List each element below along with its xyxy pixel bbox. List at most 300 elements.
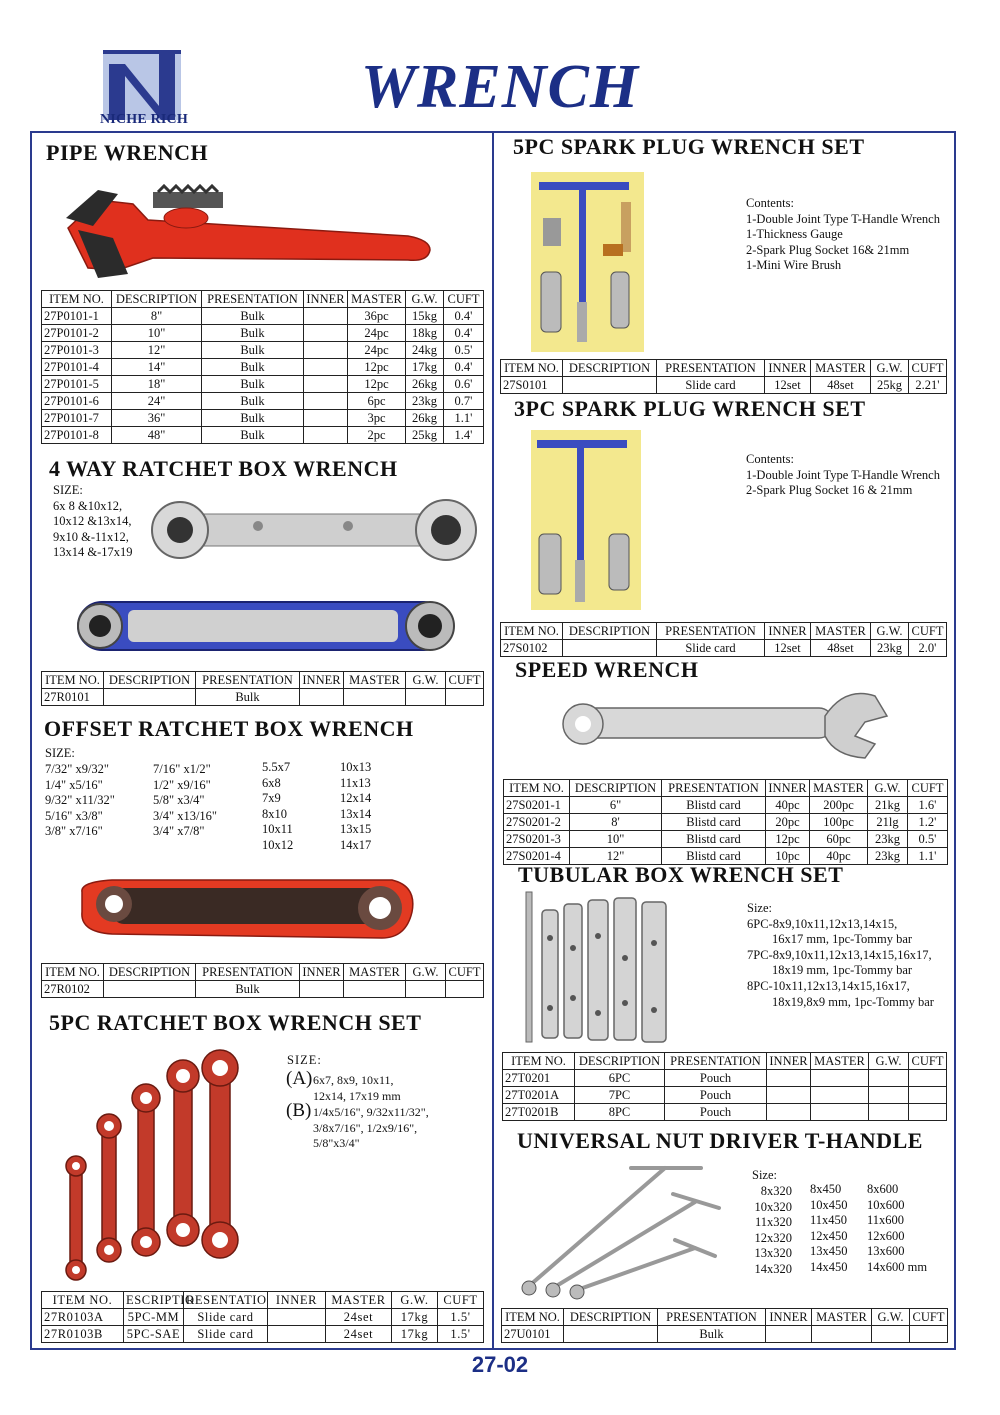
table-cell: 27P0101-1	[42, 308, 112, 325]
nutdriver-sizes-col3: 8x600 10x600 11x600 12x600 13x600 14x600 mm	[867, 1182, 928, 1274]
table-cell: 1.5'	[438, 1309, 484, 1326]
offset-sizes-col3: 5.5x7 6x8 7x9 8x10 10x11 10x12	[262, 760, 294, 852]
table-cell	[909, 1087, 947, 1104]
table-cell: 2.21'	[909, 377, 947, 394]
column-header: DESCRIPTION	[104, 964, 196, 981]
table-cell: 27P0101-7	[42, 410, 112, 427]
spark5-title: 5PC SPARK PLUG WRENCH SET	[513, 134, 865, 159]
column-header: ITEM NO.	[504, 780, 570, 797]
table-cell: 18"	[112, 376, 202, 393]
spark3-table	[500, 622, 947, 657]
table-cell	[344, 689, 406, 706]
column-header: ITEM NO.	[42, 1292, 124, 1309]
table-cell: 26kg	[406, 410, 444, 427]
table-header-row	[501, 623, 947, 640]
table-cell: 24kg	[406, 342, 444, 359]
column-header: ITEM NO.	[42, 291, 112, 308]
column-header: CUFT	[908, 780, 948, 797]
column-header: INNER	[300, 964, 344, 981]
table-cell	[304, 376, 348, 393]
table-cell: 23kg	[868, 831, 908, 848]
column-header: ITEM NO.	[501, 360, 563, 377]
table-cell	[811, 1087, 869, 1104]
table-cell: 12pc	[348, 376, 406, 393]
nutdriver-sizes-col2: 8x450 10x450 11x450 12x450 13x450 14x450	[810, 1182, 848, 1274]
table-cell: 27S0201-1	[504, 797, 570, 814]
column-header: CUFT	[446, 964, 484, 981]
column-header: MASTER	[348, 291, 406, 308]
table-cell: 27P0101-3	[42, 342, 112, 359]
table-cell	[869, 1087, 909, 1104]
table-row	[42, 1309, 484, 1326]
table-cell: Bulk	[202, 342, 304, 359]
column-header: PRESENTATION	[196, 964, 300, 981]
table-cell: 0.5'	[908, 831, 948, 848]
table-cell: 27S0201-2	[504, 814, 570, 831]
table-cell	[304, 325, 348, 342]
table-row	[42, 308, 484, 325]
table-cell: 2.0'	[909, 640, 947, 657]
table-cell: 27T0201	[503, 1070, 575, 1087]
ratchet4-rows	[42, 689, 484, 706]
ratchet5-set-image	[60, 1058, 270, 1288]
table-cell: Blistd card	[662, 797, 766, 814]
table-cell: 27T0201B	[503, 1104, 575, 1121]
table-cell: 0.4'	[444, 359, 484, 376]
table-cell: 27U0101	[502, 1326, 564, 1343]
table-cell: 23kg	[871, 640, 909, 657]
ratchet5-rows	[42, 1309, 484, 1343]
table-cell: 10pc	[766, 848, 810, 865]
column-header: MASTER	[810, 780, 868, 797]
table-cell	[446, 689, 484, 706]
ratchet4-table	[41, 671, 484, 706]
table-cell: Blistd card	[662, 831, 766, 848]
column-header: G.W.	[406, 672, 446, 689]
table-cell: Bulk	[196, 981, 300, 998]
table-cell: 60pc	[810, 831, 868, 848]
offset-size-label: SIZE:	[45, 746, 75, 760]
table-cell: Bulk	[202, 376, 304, 393]
table-cell	[104, 981, 196, 998]
nutdriver-size-label: Size:	[752, 1168, 777, 1182]
table-cell: 12"	[112, 342, 202, 359]
spark5-table	[500, 359, 947, 394]
table-cell: Bulk	[202, 427, 304, 444]
table-row	[503, 1087, 947, 1104]
table-cell: Pouch	[665, 1087, 767, 1104]
table-cell	[563, 377, 657, 394]
nutdriver-image	[515, 1158, 725, 1308]
table-row	[42, 359, 484, 376]
table-cell: 17kg	[406, 359, 444, 376]
ratchet5-table	[41, 1291, 484, 1343]
table-cell	[406, 689, 446, 706]
table-cell	[104, 689, 196, 706]
table-cell: Pouch	[665, 1070, 767, 1087]
table-cell: 26kg	[406, 376, 444, 393]
table-cell: 24pc	[348, 342, 406, 359]
column-header: CUFT	[446, 672, 484, 689]
table-cell	[767, 1087, 811, 1104]
table-header-row	[42, 1292, 484, 1309]
spark3-title: 3PC SPARK PLUG WRENCH SET	[514, 396, 866, 421]
column-header: MASTER	[344, 672, 406, 689]
ratchet4-title: 4 WAY RATCHET BOX WRENCH	[49, 456, 398, 481]
column-header: INNER	[766, 780, 810, 797]
table-cell: 2pc	[348, 427, 406, 444]
column-header: INNER	[766, 1309, 812, 1326]
table-cell: Bulk	[202, 325, 304, 342]
table-cell: 48set	[811, 377, 871, 394]
table-cell: 48set	[811, 640, 871, 657]
column-header: PRESENTATION	[196, 672, 300, 689]
table-cell: Bulk	[658, 1326, 766, 1343]
spark5-rows	[501, 377, 947, 394]
column-header: G.W.	[868, 780, 908, 797]
table-cell	[766, 1326, 812, 1343]
ratchet5-a-label: (A)	[286, 1068, 313, 1089]
table-cell: Blistd card	[662, 848, 766, 865]
table-cell	[268, 1309, 326, 1326]
table-cell: 40pc	[766, 797, 810, 814]
offset-title: OFFSET RATCHET BOX WRENCH	[44, 716, 414, 741]
column-header: PRESENTATION	[657, 623, 765, 640]
column-header: MASTER	[811, 360, 871, 377]
column-header: DESCRIPTION	[112, 291, 202, 308]
table-cell	[909, 1070, 947, 1087]
column-header: CUFT	[910, 1309, 948, 1326]
column-header: CUFT	[909, 623, 947, 640]
table-cell: 27S0201-3	[504, 831, 570, 848]
table-cell: 7PC	[575, 1087, 665, 1104]
table-cell: 36pc	[348, 308, 406, 325]
nutdriver-rows	[502, 1326, 948, 1343]
table-cell: 8PC	[575, 1104, 665, 1121]
table-header-row	[504, 780, 948, 797]
table-cell	[304, 393, 348, 410]
table-cell: 23kg	[406, 393, 444, 410]
table-cell	[300, 981, 344, 998]
table-header-row	[42, 672, 484, 689]
table-cell: 6pc	[348, 393, 406, 410]
table-cell: 6PC	[575, 1070, 665, 1087]
column-header: G.W.	[872, 1309, 910, 1326]
table-row	[42, 1326, 484, 1343]
spark3-rows	[501, 640, 947, 657]
table-cell: 200pc	[810, 797, 868, 814]
table-cell: 27S0201-4	[504, 848, 570, 865]
table-cell	[304, 359, 348, 376]
tubular-set-image	[520, 888, 670, 1048]
spark5-contents: Contents: 1-Double Joint Type T-Handle Wrench 1-Thickness Gauge 2-Spark Plug Socket 16& 21mm 1-Mini Wire Brush	[746, 196, 940, 273]
table-cell: 27P0101-2	[42, 325, 112, 342]
table-cell: 5PC-SAE	[124, 1326, 184, 1343]
ratchet4-sizes: SIZE: 6x 8 &10x12, 10x12 &13x14, 9x10 &-11x12, 13x14 &-17x19	[53, 483, 133, 560]
table-header-row	[502, 1309, 948, 1326]
table-cell: Slide card	[184, 1309, 268, 1326]
ratchet4-image-top	[148, 496, 478, 566]
column-header: ITEM NO.	[501, 623, 563, 640]
spark3-contents: Contents: 1-Double Joint Type T-Handle Wrench 2-Spark Plug Socket 16 & 21mm	[746, 452, 940, 498]
table-cell: 100pc	[810, 814, 868, 831]
column-header: PRESENTATION	[657, 360, 765, 377]
column-header: RESENTATIO	[184, 1292, 268, 1309]
column-header: CUFT	[909, 360, 947, 377]
table-cell: 15kg	[406, 308, 444, 325]
table-header-row	[501, 360, 947, 377]
table-cell	[811, 1104, 869, 1121]
ratchet5-b-label: (B)	[286, 1100, 312, 1121]
table-cell: 36"	[112, 410, 202, 427]
table-cell	[811, 1070, 869, 1087]
tubular-table	[502, 1052, 947, 1121]
speed-rows	[504, 797, 948, 865]
offset-sizes-col4: 10x13 11x13 12x14 13x14 13x15 14x17	[340, 760, 372, 852]
table-row	[42, 427, 484, 444]
nutdriver-title: UNIVERSAL NUT DRIVER T-HANDLE	[517, 1128, 923, 1153]
offset-rows	[42, 981, 484, 998]
table-cell: 1.4'	[444, 427, 484, 444]
column-header: G.W.	[871, 360, 909, 377]
table-cell: 27P0101-4	[42, 359, 112, 376]
table-cell: Pouch	[665, 1104, 767, 1121]
pipe-wrench-image	[58, 178, 438, 288]
column-header: INNER	[765, 623, 811, 640]
table-cell	[344, 981, 406, 998]
table-cell	[446, 981, 484, 998]
column-header: MASTER	[812, 1309, 872, 1326]
table-cell: 12pc	[766, 831, 810, 848]
table-header-row	[503, 1053, 947, 1070]
table-cell: 27R0102	[42, 981, 104, 998]
table-cell: 12"	[570, 848, 662, 865]
table-row	[42, 410, 484, 427]
column-header: ITEM NO.	[42, 672, 104, 689]
ratchet5-b-sizes: 1/4x5/16", 9/32x11/32", 3/8x7/16", 1/2x9/16", 5/8"x3/4"	[313, 1105, 429, 1151]
speed-title: SPEED WRENCH	[515, 657, 699, 682]
table-cell: 1.1'	[444, 410, 484, 427]
table-row	[501, 377, 947, 394]
table-cell: 1.2'	[908, 814, 948, 831]
column-header: G.W.	[871, 623, 909, 640]
table-cell	[909, 1104, 947, 1121]
column-header: PRESENTATION	[662, 780, 766, 797]
column-header: MASTER	[811, 1053, 869, 1070]
offset-table	[41, 963, 484, 998]
offset-sizes-col1: 7/32" x9/32" 1/4" x5/16" 9/32" x11/32" 5/16" x3/8" 3/8" x7/16"	[45, 762, 115, 839]
table-cell: 8"	[112, 308, 202, 325]
table-cell	[563, 640, 657, 657]
table-cell: 0.4'	[444, 308, 484, 325]
spark3-tools	[531, 430, 641, 610]
ratchet5-size-label: SIZE:	[287, 1053, 322, 1067]
tubular-rows	[503, 1070, 947, 1121]
table-cell	[304, 342, 348, 359]
pipe-wrench-table	[41, 290, 484, 444]
table-cell	[268, 1326, 326, 1343]
table-cell	[300, 689, 344, 706]
table-cell	[869, 1104, 909, 1121]
table-cell: 27P0101-5	[42, 376, 112, 393]
table-cell	[767, 1070, 811, 1087]
page-number: 27-02	[471, 1352, 529, 1377]
ratchet5-a-sizes: 6x7, 8x9, 10x11, 12x14, 17x19 mm	[313, 1073, 401, 1103]
table-row	[501, 640, 947, 657]
speed-table	[503, 779, 948, 865]
table-cell: 27R0101	[42, 689, 104, 706]
table-cell: Bulk	[202, 359, 304, 376]
column-header: MASTER	[811, 623, 871, 640]
column-header: INNER	[268, 1292, 326, 1309]
table-cell: Bulk	[202, 308, 304, 325]
table-cell: 17kg	[392, 1309, 438, 1326]
table-cell: 24set	[326, 1309, 392, 1326]
column-header: DESCRIPTION	[564, 1309, 658, 1326]
table-cell: 1.5'	[438, 1326, 484, 1343]
table-cell: 17kg	[392, 1326, 438, 1343]
column-header: G.W.	[392, 1292, 438, 1309]
table-row	[42, 689, 484, 706]
table-row	[503, 1104, 947, 1121]
table-cell: Blistd card	[662, 814, 766, 831]
column-header: DESCRIPTION	[575, 1053, 665, 1070]
table-cell: 18kg	[406, 325, 444, 342]
table-cell: Bulk	[202, 410, 304, 427]
table-header-row	[42, 291, 484, 308]
table-header-row	[42, 964, 484, 981]
table-row	[503, 1070, 947, 1087]
table-row	[42, 393, 484, 410]
table-cell: 40pc	[810, 848, 868, 865]
table-cell: Slide card	[657, 377, 765, 394]
table-cell: 27S0102	[501, 640, 563, 657]
column-header: ITEM NO.	[42, 964, 104, 981]
brand-name: NICHE RICH	[100, 112, 188, 127]
page-title: WRENCH	[360, 53, 640, 121]
pipe-wrench-title: PIPE WRENCH	[46, 140, 209, 165]
table-row	[504, 797, 948, 814]
table-cell: 1.6'	[908, 797, 948, 814]
table-cell: 27S0101	[501, 377, 563, 394]
offset-wrench-image	[72, 872, 422, 952]
table-cell	[406, 981, 446, 998]
table-cell	[564, 1326, 658, 1343]
column-header: G.W.	[869, 1053, 909, 1070]
table-cell: 25kg	[406, 427, 444, 444]
tubular-title: TUBULAR BOX WRENCH SET	[518, 862, 844, 887]
table-cell: 24set	[326, 1326, 392, 1343]
tubular-sizes: Size: 6PC-8x9,10x11,12x13,14x15, 16x17 mm, 1pc-Tommy bar 7PC-8x9,10x11,12x13,14x15,16x17, 18x19 mm, 1pc-Tommy bar 8PC-10x11,12x13,14x15,16x17, 18x19,8x9 mm, 1pc-Tommy bar	[747, 901, 934, 1009]
table-row	[42, 325, 484, 342]
table-cell: 1.1'	[908, 848, 948, 865]
table-cell: 12set	[765, 640, 811, 657]
table-row	[502, 1326, 948, 1343]
table-cell: 24pc	[348, 325, 406, 342]
table-cell: Slide card	[657, 640, 765, 657]
table-cell: 10"	[570, 831, 662, 848]
table-cell: 0.5'	[444, 342, 484, 359]
table-cell: 0.4'	[444, 325, 484, 342]
table-cell	[304, 410, 348, 427]
column-header: MASTER	[326, 1292, 392, 1309]
table-row	[42, 376, 484, 393]
table-cell: 0.6'	[444, 376, 484, 393]
table-cell: 3pc	[348, 410, 406, 427]
column-header: PRESENTATION	[658, 1309, 766, 1326]
table-cell	[910, 1326, 948, 1343]
column-header: INNER	[304, 291, 348, 308]
ratchet4-image-bottom	[58, 588, 468, 668]
table-cell: 8'	[570, 814, 662, 831]
table-cell: 48"	[112, 427, 202, 444]
ratchet5-title: 5PC RATCHET BOX WRENCH SET	[49, 1010, 422, 1035]
column-divider	[492, 131, 494, 1350]
spark5-tools	[531, 172, 644, 352]
speed-wrench-image	[555, 686, 895, 766]
column-header: G.W.	[406, 964, 446, 981]
table-cell: 10"	[112, 325, 202, 342]
table-cell: 27R0103B	[42, 1326, 124, 1343]
table-cell	[869, 1070, 909, 1087]
column-header: INNER	[767, 1053, 811, 1070]
table-cell: 27P0101-8	[42, 427, 112, 444]
nutdriver-sizes-col1: 8x320 10x320 11x320 12x320 13x320 14x320	[754, 1184, 792, 1276]
column-header: ESCRIPTIO	[124, 1292, 184, 1309]
table-row	[504, 814, 948, 831]
column-header: DESCRIPTION	[570, 780, 662, 797]
table-row	[504, 831, 948, 848]
column-header: INNER	[765, 360, 811, 377]
table-cell: 14"	[112, 359, 202, 376]
table-cell	[767, 1104, 811, 1121]
column-header: DESCRIPTION	[104, 672, 196, 689]
table-cell: 24"	[112, 393, 202, 410]
column-header: G.W.	[406, 291, 444, 308]
column-header: DESCRIPTION	[563, 360, 657, 377]
table-cell: 21lg	[868, 814, 908, 831]
table-cell: Bulk	[196, 689, 300, 706]
column-header: CUFT	[438, 1292, 484, 1309]
column-header: ITEM NO.	[502, 1309, 564, 1326]
table-cell: 12set	[765, 377, 811, 394]
table-cell: 5PC-MM	[124, 1309, 184, 1326]
table-row	[42, 981, 484, 998]
table-cell: 27P0101-6	[42, 393, 112, 410]
table-cell: 12pc	[348, 359, 406, 376]
table-cell: Bulk	[202, 393, 304, 410]
column-header: CUFT	[444, 291, 484, 308]
column-header: PRESENTATION	[202, 291, 304, 308]
table-cell	[304, 308, 348, 325]
column-header: CUFT	[909, 1053, 947, 1070]
table-cell: 27R0103A	[42, 1309, 124, 1326]
pipe-wrench-rows	[42, 308, 484, 444]
table-cell	[304, 427, 348, 444]
table-cell: 0.7'	[444, 393, 484, 410]
column-header: DESCRIPTION	[563, 623, 657, 640]
column-header: PRESENTATION	[665, 1053, 767, 1070]
table-cell: 6"	[570, 797, 662, 814]
table-row	[42, 342, 484, 359]
table-cell: 20pc	[766, 814, 810, 831]
column-header: ITEM NO.	[503, 1053, 575, 1070]
table-cell: 25kg	[871, 377, 909, 394]
table-cell: 21kg	[868, 797, 908, 814]
column-header: INNER	[300, 672, 344, 689]
table-cell: 27T0201A	[503, 1087, 575, 1104]
column-header: MASTER	[344, 964, 406, 981]
